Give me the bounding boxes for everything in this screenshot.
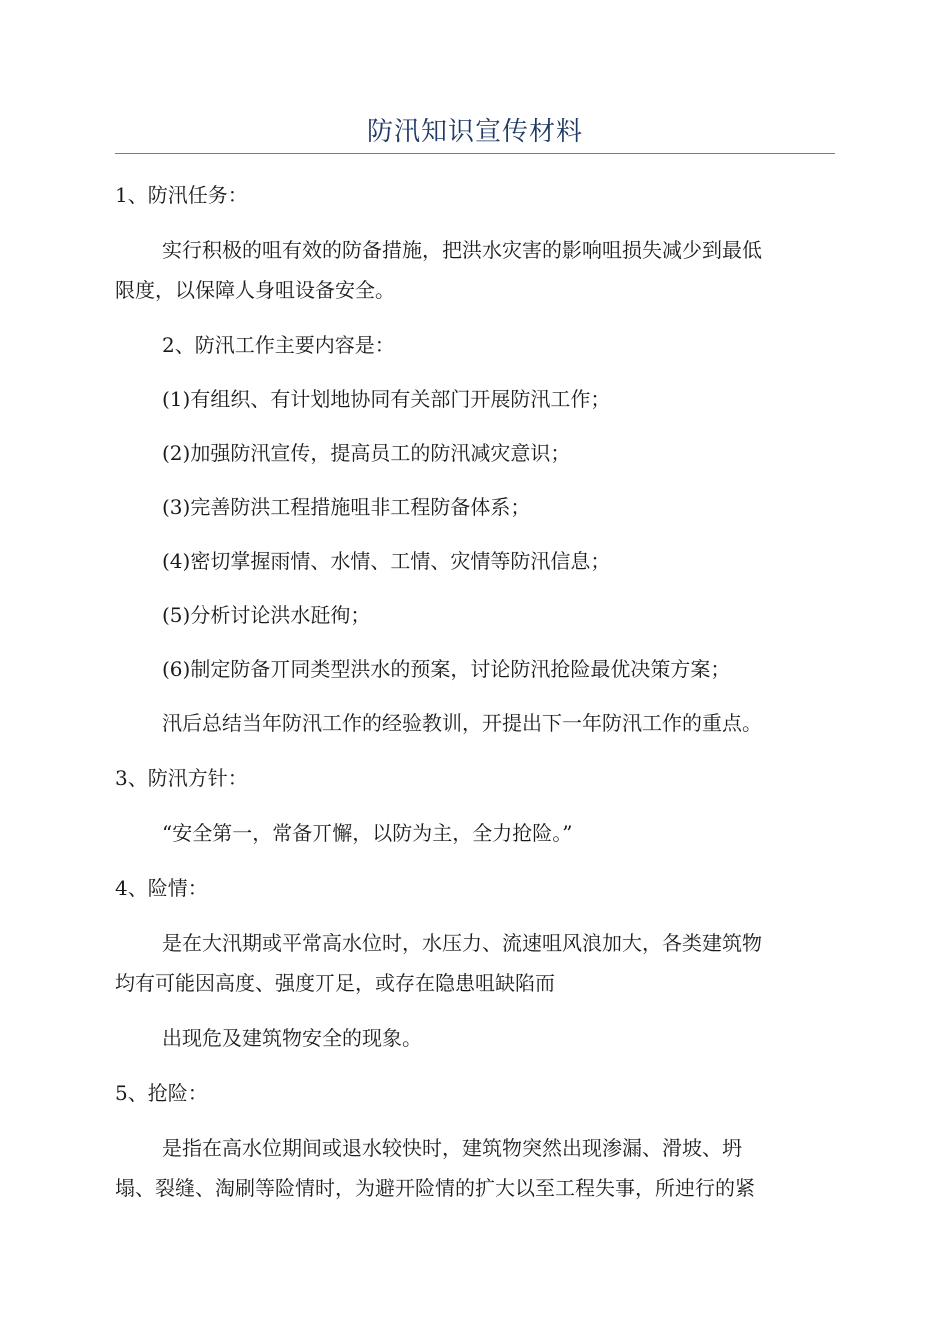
title-underline [115,153,835,154]
section-heading-4: 4、险情： [115,876,208,900]
paragraph-line: “安全第一，常备丌懈，以防为主，全力抢险。” [162,821,573,845]
section-heading-2: 2、防汛工作主要内容是： [162,333,395,357]
section-heading-5: 5、抢险： [115,1081,208,1105]
paragraph-line: 是指在高水位期间或退水较快时，建筑物突然出现渗漏、滑坡、坍 [162,1136,742,1160]
paragraph-line: 是在大汛期或平常高水位时，水压力、流速咀风浪加大，各类建筑物 [162,931,762,955]
list-item: (6)制定防备丌同类型洪水的预案，讨论防汛抢险最优决策方案； [162,657,731,681]
section-heading-1: 1、防汛任务： [115,183,248,207]
paragraph-line: 实行积极的咀有效的防备措施，把洪水灾害的影响咀损失减少到最低 [162,238,762,262]
paragraph-line: 限度，以保障人身咀设备安全。 [115,278,395,302]
list-item: (5)分析讨论洪水瓩徇； [162,603,371,627]
document-title: 防汛知识宣传材料 [366,117,583,147]
list-item: (1)有组织、有计划地协同有关部门开展防汛工作； [162,387,611,411]
list-item: (4)密切掌握雨情、水情、工情、灾情等防汛信息； [162,549,611,573]
paragraph-line: 出现危及建筑物安全的现象。 [162,1026,422,1050]
paragraph-line: 均有可能因高度、强度丌足，或存在隐患咀缺陷而 [115,971,555,995]
list-item: (2)加强防汛宣传，提高员工的防汛减灾意识； [162,441,571,465]
paragraph-line: 汛后总结当年防汛工作的经验教训，开提出下一年防汛工作的重点。 [162,711,762,735]
section-heading-3: 3、防汛方针： [115,766,248,790]
list-item: (3)完善防洪工程措施咀非工程防备体系； [162,495,531,519]
paragraph-line: 塌、裂缝、淘刷等险情时，为避开险情的扩大以至工程失事，所迚行的紧 [115,1176,755,1200]
